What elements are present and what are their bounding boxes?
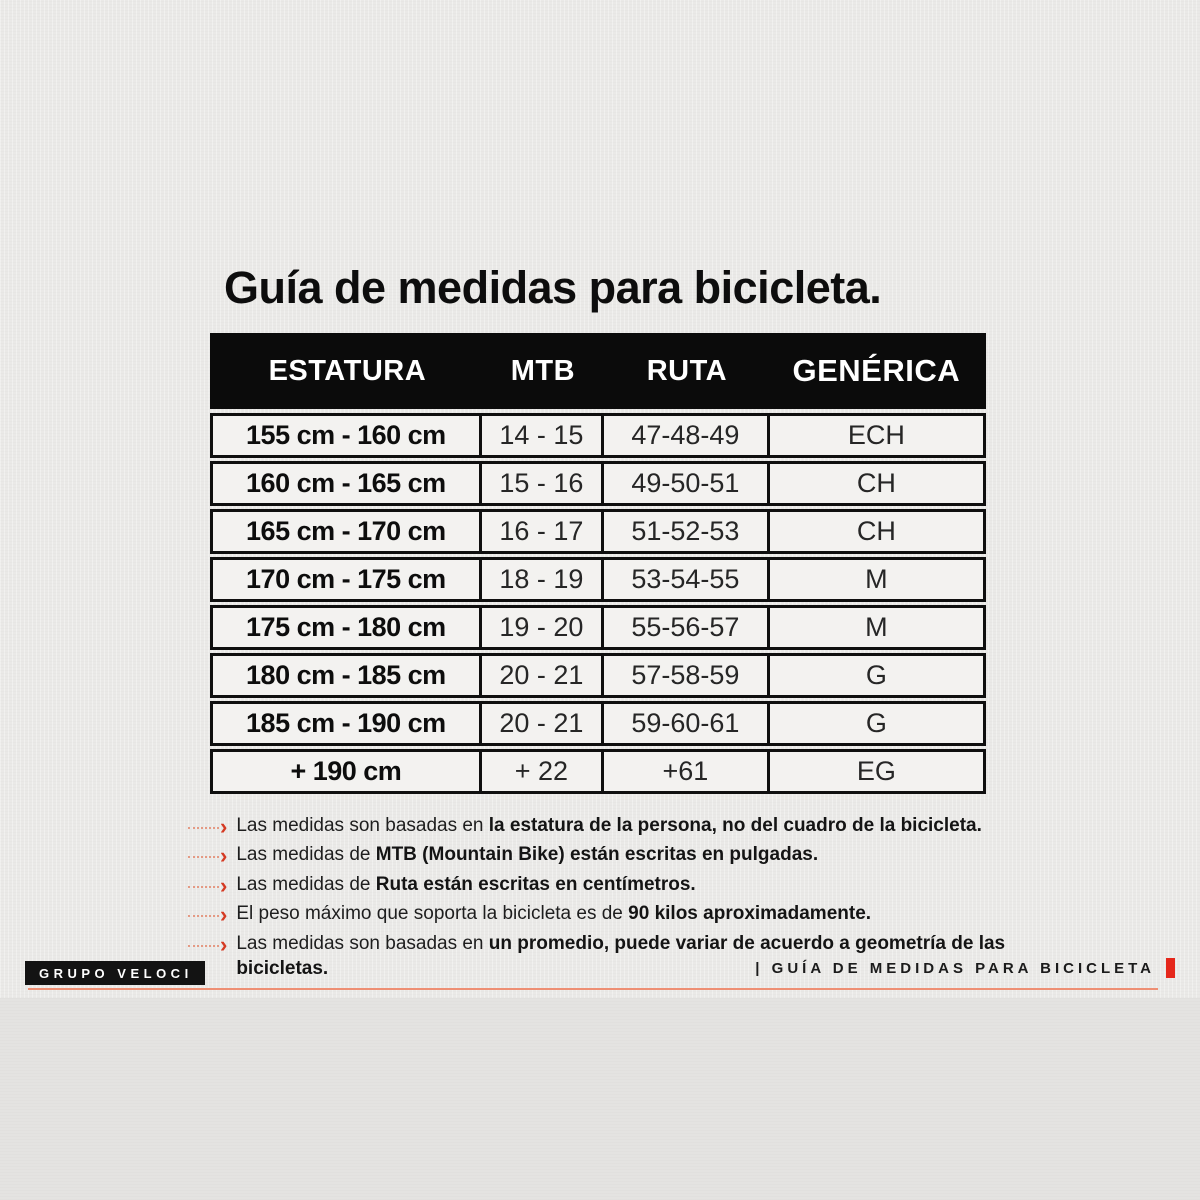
generica-cell: M	[865, 564, 888, 594]
arrow-icon: ›	[188, 875, 227, 897]
table-row	[210, 749, 986, 794]
note-text: Las medidas de MTB (Mountain Bike) están escritas en pulgadas.	[236, 844, 819, 866]
generica-cell: G	[865, 660, 887, 690]
table-row	[210, 605, 986, 650]
red-accent-bar-icon	[1166, 958, 1175, 978]
arrow-icon: ›	[188, 934, 227, 956]
ruta-cell: 57-58-59	[604, 656, 770, 695]
note-item	[188, 813, 1083, 838]
ruta-cell: 59-60-61	[604, 704, 770, 743]
table-row	[210, 701, 986, 746]
note-item	[188, 872, 1083, 897]
brand-badge: GRUPO VELOCI	[25, 961, 205, 985]
mtb-cell: 16 - 17	[482, 512, 604, 551]
generica-cell: CH	[856, 516, 896, 546]
table-row	[210, 509, 986, 554]
ruta-cell: 55-56-57	[604, 608, 770, 647]
column-header-generica: GENÉRICA	[792, 353, 961, 388]
note-item	[188, 842, 1083, 867]
estatura-cell: 160 cm - 165 cm	[213, 464, 482, 503]
page-title: Guía de medidas para bicicleta.	[224, 262, 882, 313]
mtb-cell: 20 - 21	[482, 704, 604, 743]
mtb-cell: + 22	[482, 752, 604, 791]
column-header-mtb: MTB	[510, 354, 576, 387]
generica-cell: EG	[856, 756, 896, 786]
ruta-cell: 53-54-55	[604, 560, 770, 599]
estatura-cell: + 190 cm	[213, 752, 482, 791]
table-row	[210, 653, 986, 698]
bike-size-table	[210, 333, 986, 797]
ruta-cell: 49-50-51	[604, 464, 770, 503]
note-item	[188, 901, 1083, 926]
background-lower-strip	[0, 998, 1200, 1200]
table-row	[210, 461, 986, 506]
ruta-cell: 47-48-49	[604, 416, 770, 455]
generica-cell: CH	[856, 468, 896, 498]
mtb-cell: 20 - 21	[482, 656, 604, 695]
note-text: Las medidas de Ruta están escritas en centímetros.	[236, 873, 696, 895]
footer-divider-line	[28, 988, 1158, 990]
note-text: Las medidas son basadas en la estatura de la persona, no del cuadro de la bicicleta.	[236, 815, 982, 836]
estatura-cell: 180 cm - 185 cm	[213, 656, 482, 695]
estatura-cell: 155 cm - 160 cm	[213, 416, 482, 455]
generica-cell: ECH	[847, 420, 905, 450]
table-row	[210, 413, 986, 458]
mtb-cell: 15 - 16	[482, 464, 604, 503]
arrow-icon: ›	[188, 845, 227, 867]
estatura-cell: 170 cm - 175 cm	[213, 560, 482, 599]
generica-cell: M	[865, 612, 888, 642]
note-text: Las medidas son basadas en un promedio, puede variar de acuerdo a geometría de las bicicletas.	[236, 932, 1006, 980]
arrow-icon: ›	[188, 904, 227, 926]
arrow-icon: ›	[188, 816, 227, 838]
estatura-cell: 185 cm - 190 cm	[213, 704, 482, 743]
ruta-cell: +61	[604, 752, 770, 791]
table-row	[210, 557, 986, 602]
mtb-cell: 18 - 19	[482, 560, 604, 599]
mtb-cell: 14 - 15	[482, 416, 604, 455]
estatura-cell: 175 cm - 180 cm	[213, 608, 482, 647]
generica-cell: G	[865, 708, 887, 738]
estatura-cell: 165 cm - 170 cm	[213, 512, 482, 551]
footer-caption-text: | GUÍA DE MEDIDAS PARA BICICLETA	[755, 959, 1155, 977]
footer-caption	[755, 958, 1175, 978]
table-header-row	[210, 333, 986, 409]
column-header-ruta: RUTA	[646, 354, 728, 387]
ruta-cell: 51-52-53	[604, 512, 770, 551]
note-text: El peso máximo que soporta la bicicleta es de 90 kilos aproximadamente.	[236, 903, 872, 925]
mtb-cell: 19 - 20	[482, 608, 604, 647]
column-header-estatura: ESTATURA	[268, 354, 427, 387]
